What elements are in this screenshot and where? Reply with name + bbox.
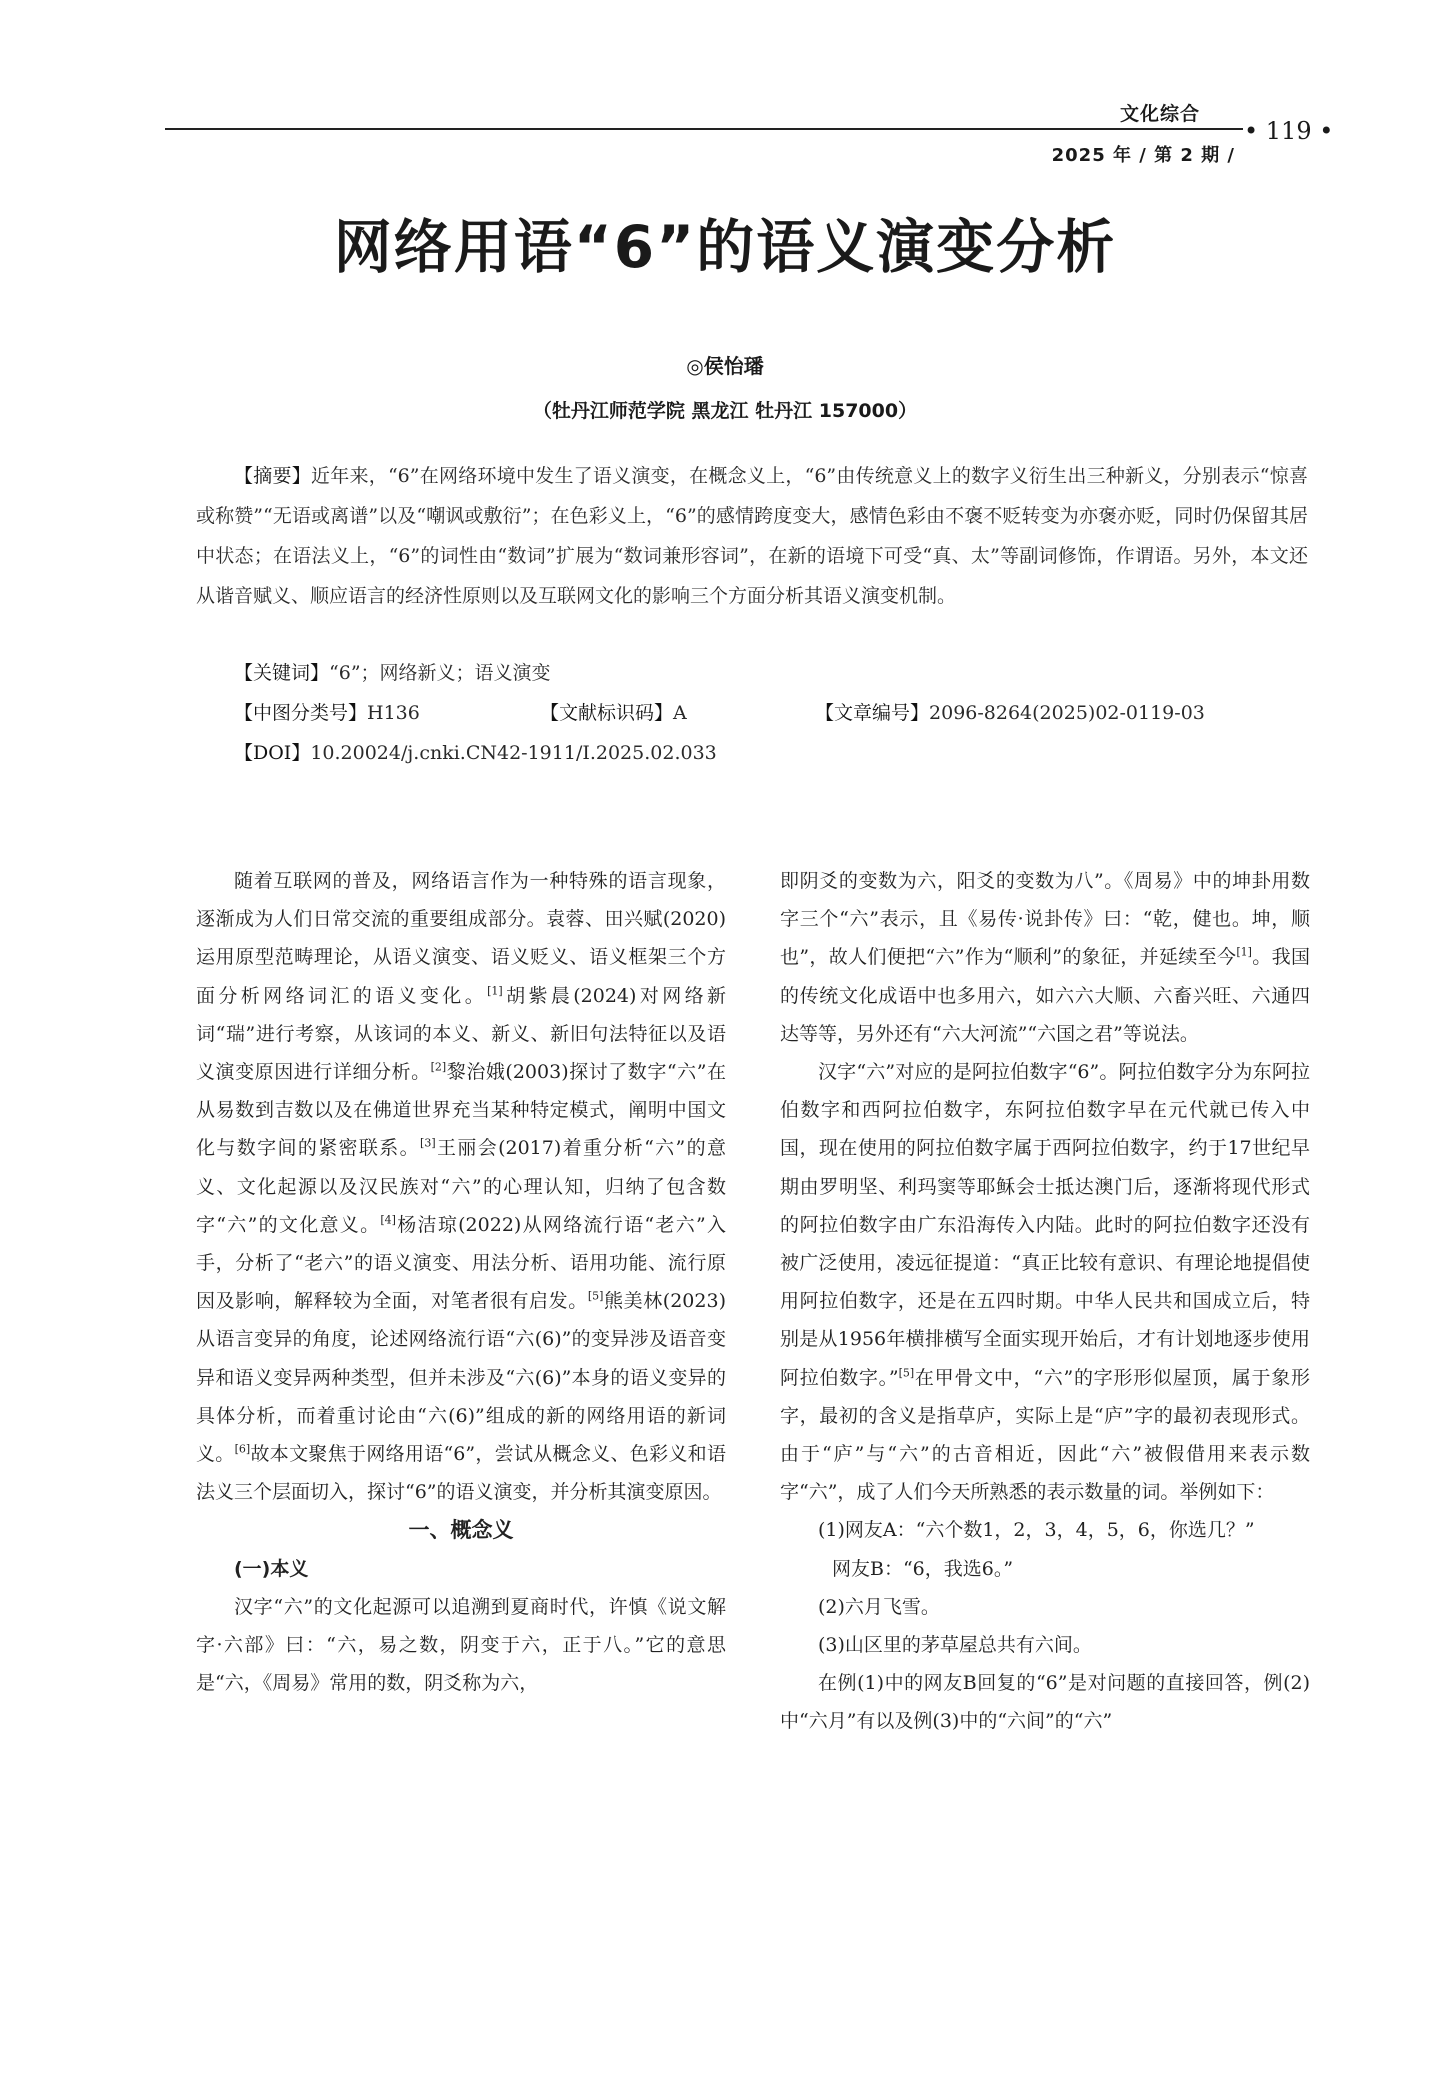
citation: [2] bbox=[430, 1060, 447, 1074]
paragraph-text: 胡紫晨(2024)对网络新词“瑞”进行考察，从该词的本义、新义、新旧句法特征以及语义演变原因进行详细分析。 bbox=[196, 984, 726, 1084]
keywords-label: 【关键词】 bbox=[234, 662, 330, 684]
clc-number bbox=[234, 698, 420, 725]
paragraph: 汉字“六”的文化起源可以追溯到夏商时代，许慎《说文解字·六部》曰：“六，易之数，阴变于六，正于八。”它的意思是“六，《周易》常用的数，阴爻称为六， bbox=[196, 1595, 726, 1695]
citation: [3] bbox=[420, 1137, 436, 1151]
example-item: (3)山区里的茅草屋总共有六间。 bbox=[818, 1634, 1092, 1657]
body-column-right bbox=[780, 862, 1310, 1741]
article-number-value: 2096-8264(2025)02-0119-03 bbox=[929, 702, 1205, 724]
paragraph-text: 即阴爻的变数为六，阳爻的变数为八”。《周易》中的坤卦用数字三个“六”表示，且《易传·说卦传》曰：“乾，健也。坤，顺也”，故人们便把“六”作为“顺利”的象征，并延续至今 bbox=[780, 870, 1310, 969]
header-rule bbox=[165, 128, 1243, 130]
paragraph-text: 黎治娥(2003)探讨了数字“六”在从易数到吉数以及在佛道世界充当某种特定模式，阐明中国文化与数字间的紧密联系。 bbox=[196, 1061, 726, 1160]
citation: [5] bbox=[898, 1366, 915, 1380]
affiliation: （牡丹江师范学院 黑龙江 牡丹江 157000） bbox=[532, 400, 918, 422]
section-heading: 一、概念义 bbox=[408, 1518, 514, 1543]
citation: [6] bbox=[234, 1442, 251, 1456]
subsection-heading: (一)本义 bbox=[234, 1557, 309, 1580]
journal-section: 文化综合 bbox=[1119, 103, 1200, 125]
article-number-label: 【文章编号】 bbox=[815, 702, 930, 724]
clc-label: 【中图分类号】 bbox=[234, 702, 368, 724]
clc-value: H136 bbox=[367, 702, 420, 724]
paragraph-text: 。我国的传统文化成语中也多用六，如六六大顺、六畜兴旺、六通四达等等，另外还有“六大河流”“六国之君”等说法。 bbox=[780, 946, 1310, 1045]
paragraph-text: 王丽会(2017)着重分析“六”的意义、文化起源以及汉民族对“六”的心理认知，归纳了包含数字“六”的文化意义。 bbox=[196, 1137, 726, 1236]
citation: [1] bbox=[487, 984, 503, 998]
keywords-text: “6”；网络新义；语义演变 bbox=[329, 662, 551, 684]
doi-value: 10.20024/j.cnki.CN42-1911/I.2025.02.033 bbox=[310, 742, 717, 764]
paragraph bbox=[780, 862, 1310, 1053]
paragraph bbox=[780, 1053, 1310, 1511]
abstract-text: 近年来，“6”在网络环境中发生了语义演变，在概念义上，“6”由传统意义上的数字义衍生出三种新义，分别表示“惊喜或称赞”“无语或离谱”以及“嘲讽或敷衍”；在色彩义上，“6”的感情跨度变大，感情色彩由不褒不贬转变为亦褒亦贬，同时仍保留其居中状态；在语法义上，“6”的词性由“数词”扩展为“数词兼形容词”，在新的语境下可受“真、太”等副词修饰，作谓语。另外，本文还从谐音赋义、顺应语言的经济性原则以及互联网文化的影响三个方面分析其语义演变机制。 bbox=[196, 465, 1308, 607]
citation: [5] bbox=[587, 1289, 604, 1303]
doi bbox=[234, 738, 717, 765]
body-column-left bbox=[196, 862, 726, 1702]
abstract bbox=[196, 456, 1308, 616]
keywords bbox=[234, 658, 551, 685]
paragraph bbox=[196, 862, 726, 1511]
paragraph-text: 在甲骨文中，“六”的字形形似屋顶，属于象形字，最初的含义是指草庐，实际上是“庐”字的最初表现形式。由于“庐”与“六”的古音相近，因此“六”被假借用来表示数字“六”，成了人们今天所熟悉的表示数量的词。举例如下： bbox=[780, 1366, 1310, 1504]
doc-code-value: A bbox=[673, 702, 687, 724]
citation: [1] bbox=[1236, 946, 1252, 960]
citation: [4] bbox=[380, 1213, 396, 1227]
example-item: (2)六月飞雪。 bbox=[818, 1595, 940, 1618]
issue-info: 2025 年 / 第 2 期 / bbox=[1051, 145, 1235, 166]
doi-label: 【DOI】 bbox=[234, 742, 311, 764]
paragraph-text: 汉字“六”对应的是阿拉伯数字“6”。阿拉伯数字分为东阿拉伯数字和西阿拉伯数字，东阿拉伯数字早在元代就已传入中国，现在使用的阿拉伯数字属于西阿拉伯数字，约于17世纪早期由罗明坚、利玛窦等耶稣会士抵达澳门后，逐渐将现代形式的阿拉伯数字由广东沿海传入内陆。此时的阿拉伯数字还没有被广泛使用，凌远征提道：“真正比较有意识、有理论地提倡使用阿拉伯数字，还是在五四时期。中华人民共和国成立后，特别是从1956年横排横写全面实现开始后，才有计划地逐步使用阿拉伯数字。” bbox=[780, 1061, 1310, 1389]
example-item: (1)网友A：“六个数1，2，3，4，5，6，你选几？” bbox=[818, 1519, 1255, 1542]
page-number: • 119 • bbox=[1244, 117, 1334, 145]
article-title: 网络用语“6”的语义演变分析 bbox=[333, 213, 1117, 281]
paragraph-text: 随着互联网的普及，网络语言作为一种特殊的语言现象，逐渐成为人们日常交流的重要组成部分。袁蓉、田兴赋(2020)运用原型范畴理论，从语义演变、语义贬义、语义框架三个方面分析网络词汇的语义变化。 bbox=[196, 870, 726, 1007]
author: ◎侯怡璠 bbox=[686, 354, 764, 378]
doc-code-label: 【文献标识码】 bbox=[540, 702, 674, 724]
article-number bbox=[815, 698, 1205, 725]
example-item: 网友B：“6，我选6。” bbox=[832, 1557, 1014, 1580]
document-code bbox=[540, 698, 687, 725]
paragraph: 在例(1)中的网友B回复的“6”是对问题的直接回答，例(2)中“六月”有以及例(3)中的“六间”的“六” bbox=[780, 1672, 1310, 1733]
paragraph-text: 杨洁琼(2022)从网络流行语“老六”入手，分析了“老六”的语义演变、用法分析、语用功能、流行原因及影响，解释较为全面，对笔者很有启发。 bbox=[196, 1213, 726, 1313]
paragraph-text: 熊美林(2023)从语言变异的角度，论述网络流行语“六(6)”的变异涉及语音变异和语义变异两种类型，但并未涉及“六(6)”本身的语义变异的具体分析，而着重讨论由“六(6)”组成的新的网络用语的新词义。 bbox=[196, 1290, 726, 1466]
abstract-label: 【摘要】 bbox=[234, 465, 311, 487]
paragraph-text: 故本文聚焦于网络用语“6”，尝试从概念义、色彩义和语法义三个层面切入，探讨“6”的语义演变，并分析其演变原因。 bbox=[196, 1443, 726, 1504]
